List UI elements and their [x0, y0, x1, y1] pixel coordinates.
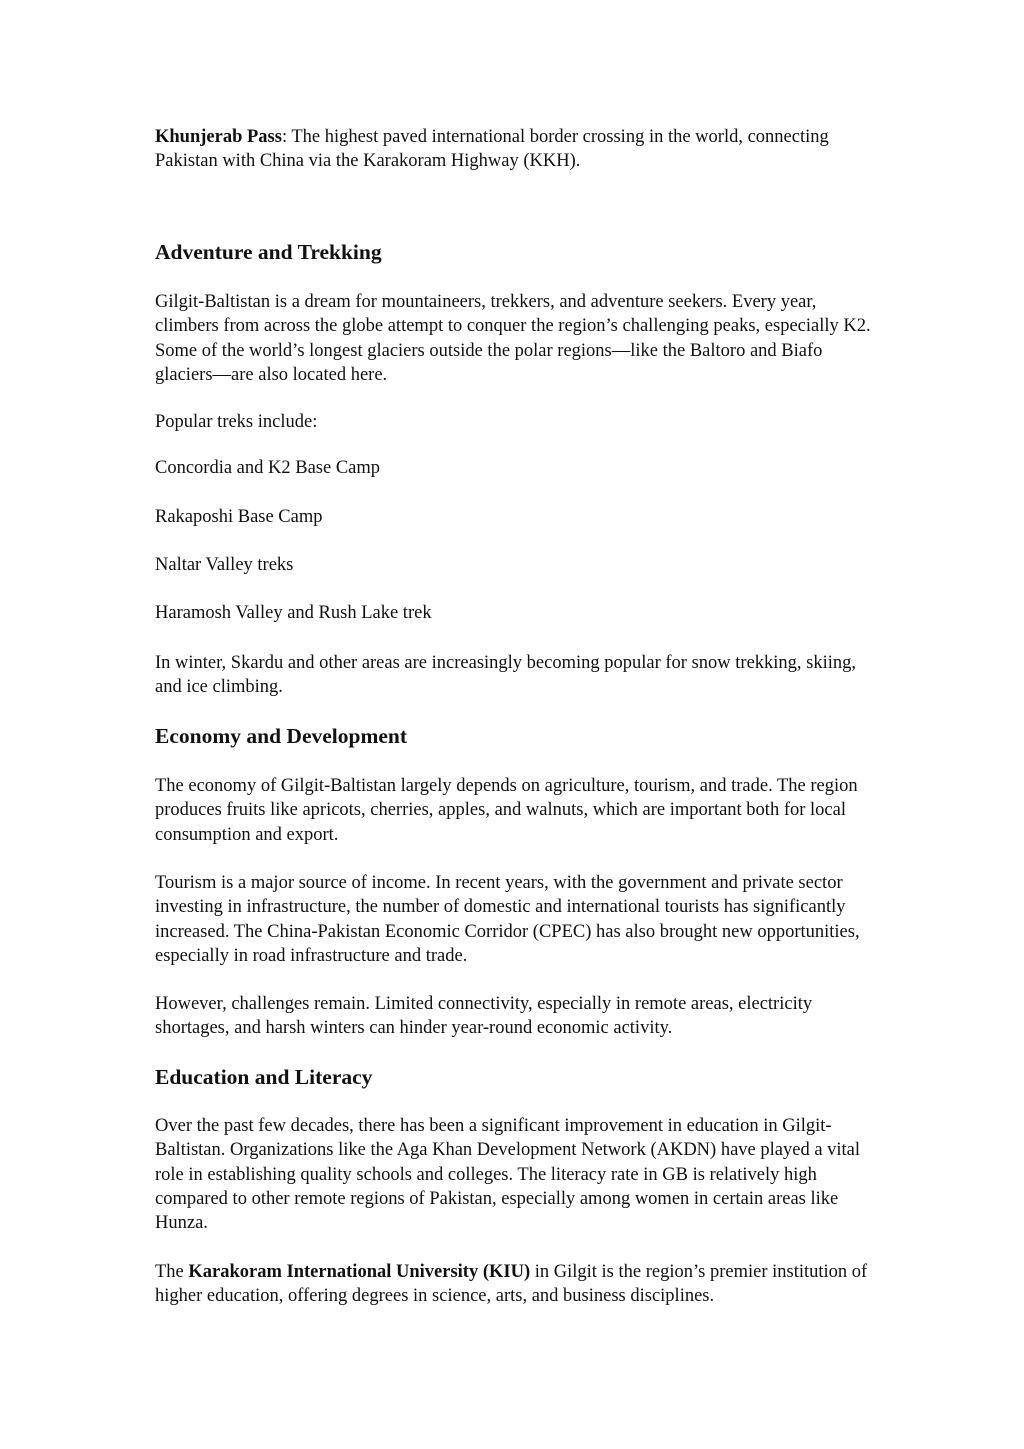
popular-treks-label: Popular treks include:: [155, 412, 318, 432]
trek-item: Haramosh Valley and Rush Lake trek: [155, 603, 432, 623]
khunjerab-paragraph: [155, 125, 875, 174]
kiu-name: Karakoram International University (KIU): [188, 1262, 531, 1282]
economy-paragraph-2: Tourism is a major source of income. In recent years, with the government and private sector investing in infrastructure, the number of domestic and international tourists has significantly increased. The China-Pakistan Economic Corridor (CPEC) has also brought new opportunities, especially in road infrastructure and trade.: [155, 873, 860, 966]
winter-paragraph: In winter, Skardu and other areas are increasingly becoming popular for snow trekking, skiing, and ice climbing.: [155, 653, 857, 698]
kiu-prefix: The: [155, 1262, 189, 1282]
khunjerab-text: : The highest paved international border crossing in the world, connecting Pakistan with China via the Karakoram Highway (KKH).: [155, 127, 829, 172]
economy-paragraph-1: The economy of Gilgit-Baltistan largely depends on agriculture, tourism, and trade. The region produces fruits like apricots, cherries, apples, and walnuts, which are important both for local consumption and export.: [155, 776, 858, 845]
trek-item: Concordia and K2 Base Camp: [155, 458, 381, 478]
khunjerab-term: Khunjerab Pass: [155, 127, 282, 147]
education-paragraph-1: Over the past few decades, there has been a significant improvement in education in Gilgit-Baltistan. Organizations like the Aga Khan Development Network (AKDN) have played a vital role in establishing quality schools and colleges. The literacy rate in GB is relatively high compared to other remote regions of Pakistan, especially among women in certain areas like Hunza.: [155, 1116, 861, 1234]
adventure-heading: Adventure and Trekking: [155, 240, 382, 264]
trek-item: Rakaposhi Base Camp: [155, 507, 323, 527]
trek-item: Naltar Valley treks: [155, 555, 294, 575]
adventure-intro: Gilgit-Baltistan is a dream for mountaineers, trekkers, and adventure seekers. Every year, climbers from across the globe attempt to conquer the region’s challenging peaks, especially K2. Some of the world’s longest glaciers outside the polar regions—like the Baltoro and Biafo glaciers—are also located here.: [155, 292, 871, 385]
education-heading: Education and Literacy: [155, 1065, 373, 1089]
economy-paragraph-3: However, challenges remain. Limited connectivity, especially in remote areas, electricity shortages, and harsh winters can hinder year-round economic activity.: [155, 994, 813, 1039]
kiu-suffix: in Gilgit is the region’s premier institution of higher education, offering degrees in science, arts, and business disciplines.: [155, 1262, 868, 1307]
economy-heading: Economy and Development: [155, 724, 408, 748]
education-paragraph-2: [155, 1260, 875, 1309]
